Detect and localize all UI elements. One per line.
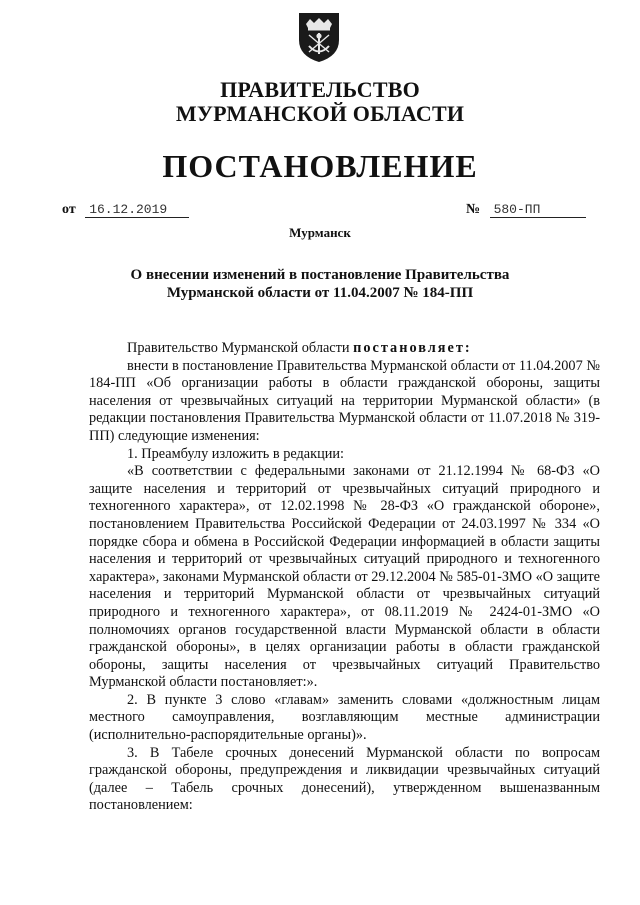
intro-emphasis: постановляет: xyxy=(353,340,472,356)
subject-line2: Мурманской области от 11.04.2007 № 184-ПП xyxy=(166,285,474,301)
document-body xyxy=(89,340,600,815)
date-value: 16.12.2019 xyxy=(85,202,189,218)
number-value: 580-ПП xyxy=(490,202,586,218)
document-subject xyxy=(0,266,640,302)
subject-line1: О внесении изменений в постановление Правительства xyxy=(130,267,510,283)
paragraph-1: внести в постановление Правительства Мурманской области от 11.04.2007 № 184-ПП «Об организации работы в области гражданской обороны, защиты населения от чрезвычайных ситуаций на территории Мурманской области» (в редакции постановления Правительства Мурманской области от 11.07.2018 № 319-ПП) следующие изменения: xyxy=(89,357,600,444)
intro-text: Правительство Мурманской области xyxy=(127,340,354,356)
paragraph-5: 3. В Табеле срочных донесений Мурманской области по вопросам гражданской обороны, предупреждения и ликвидации чрезвычайных ситуаций (далее – Табель срочных донесений), утвержденном вышеназванным постановлением: xyxy=(89,744,600,814)
city-name: Мурманск xyxy=(289,225,351,240)
document-number xyxy=(466,202,586,218)
coat-of-arms-icon xyxy=(296,10,342,64)
paragraph-2: 1. Преамбулу изложить в редакции: xyxy=(127,445,345,462)
document-type-heading: ПОСТАНОВЛЕНИЕ xyxy=(162,148,478,184)
document-date xyxy=(62,202,189,218)
intro-paragraph xyxy=(89,340,600,358)
government-title-line1: ПРАВИТЕЛЬСТВО xyxy=(220,77,420,102)
government-title xyxy=(0,78,640,126)
government-title-line2: МУРМАНСКОЙ ОБЛАСТИ xyxy=(175,101,465,126)
paragraph-4: 2. В пункте 3 слово «главам» заменить словами «должностным лицам местного самоуправления, возглавляющим местные администрации (исполнительно-распорядительные органы)». xyxy=(89,691,600,744)
number-prefix: № xyxy=(466,202,481,217)
paragraph-3: «В соответствии с федеральными законами от 21.12.1994 № 68-ФЗ «О защите населения и территорий от чрезвычайных ситуаций природного и техногенного характера», от 12.02.1998 № 28-ФЗ «О гражданской обороне», постановлением Правительства Российской Федерации от 24.03.1997 № 334 «О порядке сбора и обмена в Российской Федерации информацией в области защиты населения и территорий от чрезвычайных ситуаций природного и техногенного характера», законами Мурманской области от 29.12.2004 № 585-01-ЗМО «О защите населения и территорий Мурманской области от чрезвычайных ситуаций природного и техногенного характера», от 08.11.2019 № 2424-01-ЗМО «О полномочиях органов государственной власти Мурманской области в области гражданской обороны», в целях организации работы в области гражданской обороны, защиты населения от чрезвычайных ситуаций Правительство Мурманской области постановляет:». xyxy=(89,463,600,691)
date-prefix: от xyxy=(62,202,76,217)
